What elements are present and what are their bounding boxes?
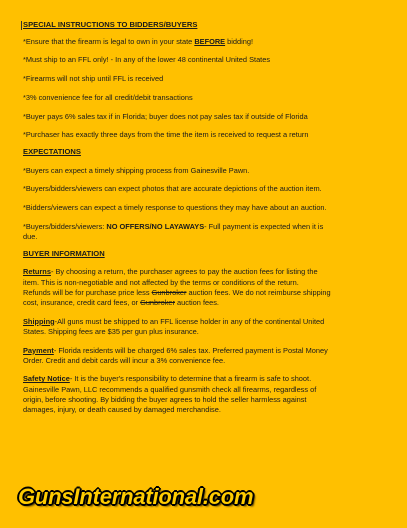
shipping-label: Shipping — [23, 316, 55, 326]
special-line-1-text: *Ensure that the firearm is legal to own in your state — [23, 36, 195, 46]
safety-line-2: Gainesville Pawn, LLC recommends a qualified gunsmith check all firearms, regardless of — [23, 384, 317, 394]
returns-line-4-strike: Gunbroker — [140, 297, 175, 307]
text-cursor — [21, 21, 22, 30]
returns-line-1 — [23, 267, 385, 277]
special-line-4: *3% convenience fee for all credit/debit transactions — [23, 92, 193, 102]
expectations-line-4-cont: due. — [23, 231, 38, 241]
returns-line-3-text: Refunds will be for purchase price less — [23, 287, 152, 297]
watermark-logo: GunsInternational.com — [18, 484, 254, 509]
payment-line-1 — [23, 346, 385, 356]
safety-line-1 — [23, 374, 385, 384]
safety-paragraph — [23, 374, 385, 415]
returns-line-4-end: auction fees. — [175, 297, 219, 307]
returns-line-3 — [23, 288, 385, 298]
buyer-info-heading: BUYER INFORMATION — [23, 248, 105, 258]
expectations-line-1: *Buyers can expect a timely shipping process from Gainesville Pawn. — [23, 165, 250, 175]
safety-line-1-text: - It is the buyer's responsibility to determine that a firearm is safe to shoot. — [69, 374, 312, 384]
returns-paragraph — [23, 267, 385, 308]
shipping-line-1 — [23, 317, 385, 327]
special-instructions-heading: SPECIAL INSTRUCTIONS TO BIDDERS/BUYERS — [23, 20, 198, 29]
returns-line-4 — [23, 298, 385, 308]
special-line-1 — [23, 37, 385, 47]
expectations-line-4 — [23, 222, 385, 232]
safety-line-3: origin, before shooting. By bidding the buyer agrees to hold the seller harmless against — [23, 394, 307, 404]
safety-label: Safety Notice — [23, 374, 70, 384]
special-line-3: *Firearms will not ship until FFL is received — [23, 74, 164, 84]
special-line-6: *Purchaser has exactly three days from the time the item is received to request a return — [23, 130, 309, 140]
returns-line-4-text: cost, insurance, credit card fees, or — [23, 297, 141, 307]
returns-line-3-end: auction fees. We do not reimburse shipping — [186, 287, 331, 297]
expectations-line-4-bold: NO OFFERS/NO LAYAWAYS — [106, 221, 205, 231]
shipping-line-2: States. Shipping fees are $35 per gun plus insurance. — [23, 326, 199, 336]
expectations-line-2: *Buyers/bidders/viewers can expect photos that are accurate depictions of the auction item. — [23, 184, 322, 194]
returns-line-3-strike: Gunbroker — [151, 287, 187, 297]
shipping-line-1-text: -All guns must be shipped to an FFL license holder in any of the continental United — [54, 316, 325, 326]
special-line-1-bold: BEFORE — [194, 36, 226, 46]
payment-line-1-text: - Florida residents will be charged 6% sales tax. Preferred payment is Postal Money — [53, 345, 328, 355]
special-line-1-end: bidding! — [225, 36, 254, 46]
shipping-paragraph — [23, 317, 385, 337]
payment-line-2: Order. Credit and debit cards will incur a 3% convenience fee. — [23, 355, 226, 365]
returns-label: Returns — [23, 267, 51, 277]
safety-line-4: damages, injury, or death caused by damaged merchandise. — [23, 405, 221, 415]
expectations-heading: EXPECTATIONS — [23, 146, 81, 156]
document-body — [23, 20, 385, 415]
expectations-line-4-end: - Full payment is expected when it is — [204, 221, 324, 231]
special-line-5: *Buyer pays 6% sales tax if in Florida; buyer does not pay sales tax if outside of Florida — [23, 111, 308, 121]
payment-paragraph — [23, 346, 385, 366]
payment-label: Payment — [23, 345, 54, 355]
returns-line-2: item. This is non-negotiable and not affected by the terms or conditions of the return. — [23, 277, 299, 287]
expectations-line-3: *Bidders/viewers can expect a timely response to questions they may have about an auction. — [23, 203, 327, 213]
special-line-2: *Must ship to an FFL only! - In any of the lower 48 continental United States — [23, 55, 271, 65]
returns-line-1-text: - By choosing a return, the purchaser agrees to pay the auction fees for listing the — [50, 267, 318, 277]
expectations-line-4-text: *Buyers/bidders/viewers: — [23, 221, 107, 231]
